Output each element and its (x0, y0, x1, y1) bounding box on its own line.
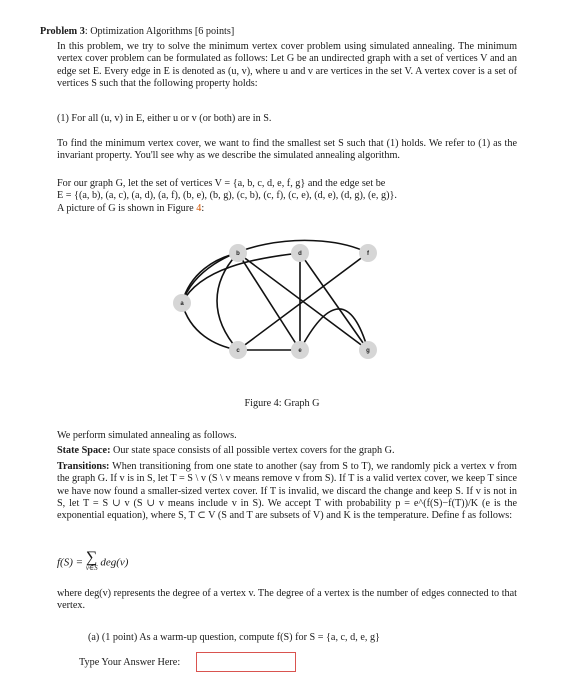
edge-b-e (238, 253, 300, 350)
node-label-c: c (236, 348, 240, 354)
graph-definition (57, 178, 517, 215)
node-label-e: e (298, 348, 302, 354)
question-a: (a) (1 point) As a warm-up question, compute f(S) for S = {a, c, d, e, g} (88, 632, 380, 643)
figure-caption: Figure 4: Graph G (244, 398, 320, 409)
figure-reference-line: A picture of G is shown in Figure 4: (57, 202, 205, 214)
intro-paragraph: In this problem, we try to solve the minimum vertex cover problem using simulated annealing. The minimum vertex cover problem can be formulated as follows: Let G be an undirected graph with a set of vertices V and an edge set E. Every edge in E is denoted as (u, v), where u and v are vertices in the set V. A vertex cover is a set of vertices S such that the following property holds: (57, 41, 517, 90)
transitions-paragraph: Transitions: When transitioning from one state to another (say from S to T), we randomly pick a vertex v from the graph G. If v is in S, let T = S \ v (S \ v means remove v from S). If T is a valid vertex cover, we keep T since we have now found a smaller-sized vertex cover. If T is invalid, we discard the change and keep S. If v is not in S, let T = S ∪ v (S ∪ v means include v in S). We accept T with probability p = e^(f(S)−f(T))/K (e is the exponential equation), where S, T ⊂ V (S and T are subsets of V) and K is the temperature. Define f as follows: (57, 460, 517, 522)
edge-e-g (300, 309, 368, 350)
edge-a-c (182, 303, 238, 350)
node-label-d: d (298, 251, 302, 257)
edge-a-f (182, 240, 368, 303)
graph-edges (182, 240, 368, 350)
sum-symbol: ∑ (86, 549, 98, 566)
edge-a-b (182, 253, 238, 303)
edge-d-g (300, 253, 368, 350)
problem-title-rest: : Optimization Algorithms [6 points] (84, 26, 235, 37)
problem-number: Problem 3 (40, 26, 85, 37)
answer-label: Type Your Answer Here: (79, 657, 181, 668)
node-label-b: b (236, 251, 240, 257)
node-label-f: f (367, 251, 369, 257)
graph-figure (160, 228, 400, 368)
graph-nodes (173, 244, 377, 359)
figure-link[interactable]: 4 (196, 202, 202, 214)
node-label-g: g (366, 348, 370, 354)
sum-subscript: v∈S (85, 564, 98, 572)
edge-set-line: E = {(a, b), (a, c), (a, d), (a, f), (b, e), (b, g), (c, b), (c, f), (c, e), (d, e), (d, g), (e, g)}. (57, 190, 397, 202)
property-statement: (1) For all (u, v) in E, either u or v (or both) are in S. (57, 113, 272, 124)
vertex-set-line: For our graph G, let the set of vertices V = {a, b, c, d, e, f, g} and the edge set be (57, 178, 386, 189)
state-space-paragraph: State Space: Our state space consists of all possible vertex covers for the graph G. (57, 445, 395, 457)
degree-paragraph: where deg(v) represents the degree of a vertex v. The degree of a vertex is the number of edges connected to that vertex. (57, 588, 517, 612)
node-label-a: a (180, 301, 184, 307)
objective-formula: f(S) = ∑ v∈S deg(v) (57, 549, 129, 572)
annealing-intro: We perform simulated annealing as follows. (57, 430, 237, 441)
annealing-section (57, 430, 517, 523)
invariant-paragraph: To find the minimum vertex cover, we want to find the smallest set S such that (1) holds. We refer to (1) as the invariant property. You'll see why as we describe the simulated annealing algorithm. (57, 138, 517, 162)
edge-c-b (217, 253, 238, 350)
problem-title (40, 26, 234, 38)
answer-input[interactable] (196, 652, 296, 672)
